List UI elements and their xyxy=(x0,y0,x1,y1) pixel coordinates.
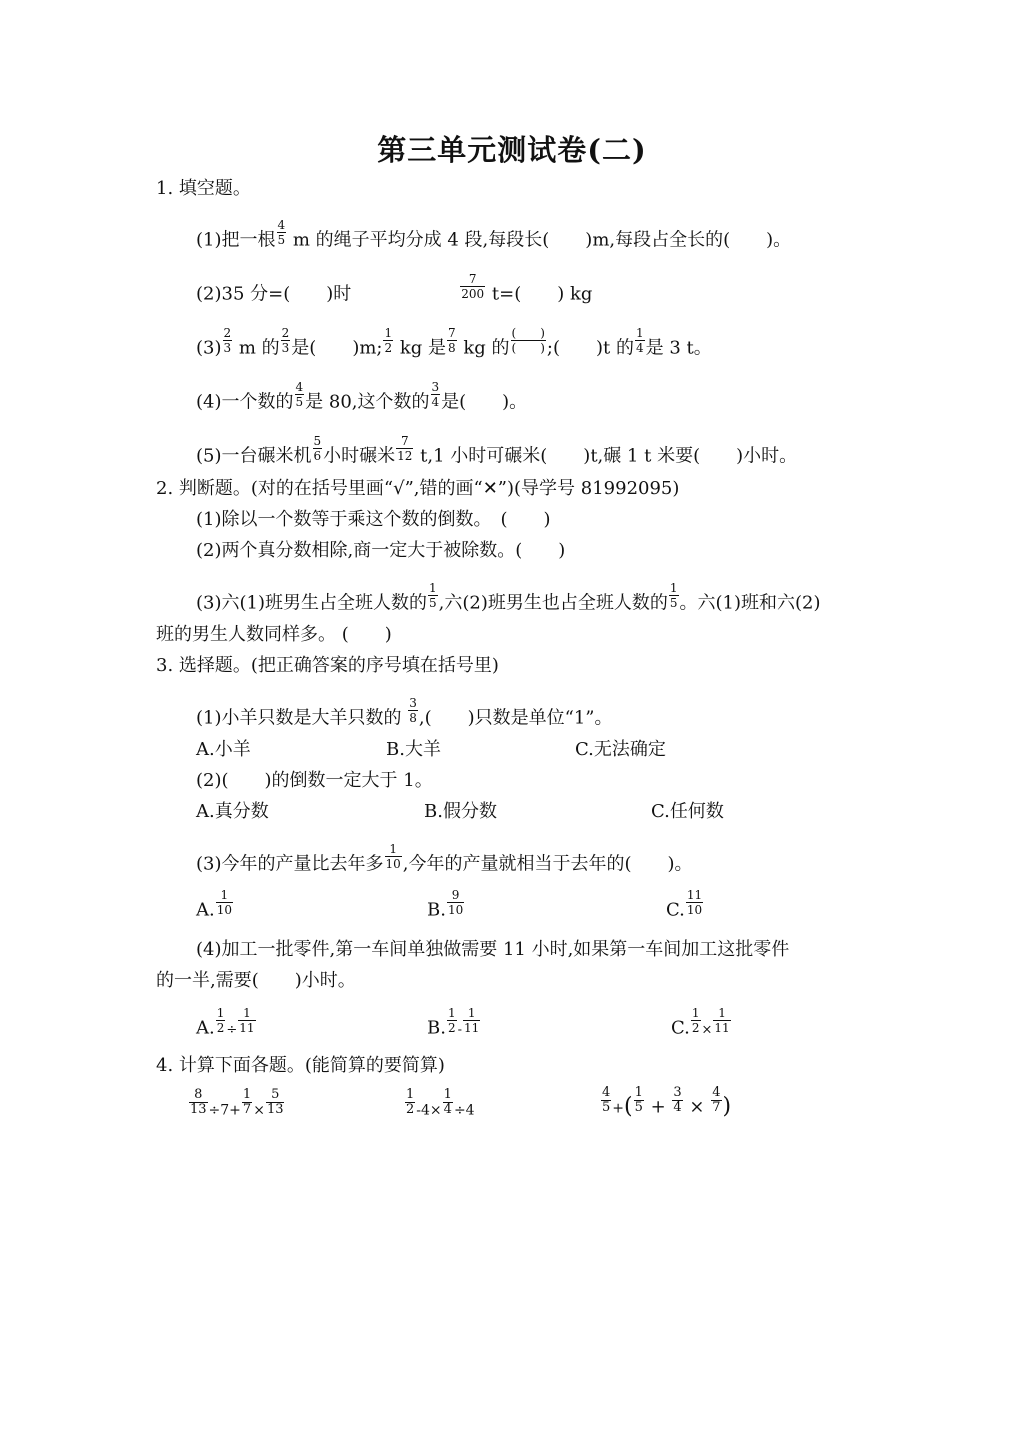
s3-q1-option-c: C.无法确定 xyxy=(575,739,666,760)
fraction: $\frac{4}{5}$ xyxy=(602,1085,611,1115)
s3-q4-option-a: A. $\frac{1}{2}$ ÷ $\frac{1}{11}$ xyxy=(196,1006,255,1039)
s3-q1-option-b: B.大羊 xyxy=(386,739,441,760)
right-paren: ) xyxy=(722,1093,732,1119)
text: t=( ) kg xyxy=(486,283,593,305)
s3-q4-option-c: C. $\frac{1}{2}$ × $\frac{1}{11}$ xyxy=(671,1006,730,1039)
section-3-heading: 3. 选择题。(把正确答案的序号填在括号里) xyxy=(156,655,499,676)
fraction: $\frac{1}{7}$ xyxy=(242,1087,252,1117)
s2-q2: (2)两个真分数相除,商一定大于被除数。( ) xyxy=(196,540,566,561)
left-paren: ( xyxy=(624,1093,633,1119)
s3-q4-option-b: B. $\frac{1}{2}$ - $\frac{1}{11}$ xyxy=(427,1006,480,1039)
s3-q2-option-c: C.任何数 xyxy=(651,801,724,822)
section-2-heading: 2. 判断题。(对的在括号里画“√”,错的画“✕”)(导学号 81992095) xyxy=(156,478,680,499)
s4-expression-1: $\frac{8}{13}$ ÷7+ $\frac{1}{7}$ × $\frac{5}{13}$ xyxy=(190,1087,284,1119)
s3-q2-option-b: B.假分数 xyxy=(424,801,497,822)
fraction: $\frac{1}{10}$ xyxy=(385,842,401,871)
s3-q3: (3)今年的产量比去年多 $\frac{1}{10}$ ,今年的产量就相当于去年的( )。 xyxy=(196,842,693,875)
s3-q2: (2)( )的倒数一定大于 1。 xyxy=(196,770,433,791)
text: (2)35 分=( )时 xyxy=(196,283,352,305)
s4-expression-3: $\frac{4}{5}$ +( $\frac{1}{5}$ + $\frac{3}{4}$ × $\frac{4}{7}$ ) xyxy=(602,1085,732,1119)
fraction: $\frac{8}{13}$ xyxy=(190,1087,207,1117)
fraction: $\frac{1}{11}$ xyxy=(464,1006,480,1035)
fraction: $\frac{1}{4}$ xyxy=(443,1087,452,1117)
fraction: $\frac{1}{2}$ xyxy=(216,1006,225,1035)
s1-q5: (5)一台碾米机 $\frac{5}{6}$ 小时碾米 $\frac{7}{12}$ t,1 小时可碾米( )t,碾 1 t 米要( )小时。 xyxy=(196,434,798,467)
s1-q4: (4)一个数的 $\frac{4}{5}$ 是 80,这个数的 $\frac{3}{4}$ 是( )。 xyxy=(196,380,528,413)
fraction: $\frac{3}{4}$ xyxy=(673,1085,682,1115)
s1-q2 xyxy=(196,272,593,309)
fraction: $\frac{11}{10}$ xyxy=(686,888,703,917)
s2-q1: (1)除以一个数等于乘这个数的倒数。 ( ) xyxy=(196,509,551,530)
fraction: $\frac{1}{2}$ xyxy=(384,326,393,355)
s3-q1-option-a: A.小羊 xyxy=(196,739,251,760)
fraction: $\frac{9}{10}$ xyxy=(447,888,464,917)
s1-q3: (3) $\frac{2}{3}$ m 的 $\frac{2}{3}$ 是( )m; $\frac{1}{2}$ kg 是 $\frac{7}{8}$ kg 的 $\frac{( )}{( )}$ ;( )t 的 $\frac{1}{4}$ 是 3 t。 xyxy=(196,326,712,359)
fraction: $\frac{1}{10}$ xyxy=(216,888,233,917)
fraction: $\frac{1}{5}$ xyxy=(669,581,678,610)
fraction: $\frac{1}{2}$ xyxy=(691,1006,700,1035)
section-1-heading: 1. 填空题。 xyxy=(156,178,251,199)
s2-q3-cont: 班的男生人数同样多。 ( ) xyxy=(156,624,392,645)
fraction: $\frac{1}{11}$ xyxy=(714,1006,730,1035)
text: (1)把一根 xyxy=(196,229,276,251)
s3-q3-option-b: B. $\frac{9}{10}$ xyxy=(427,888,464,921)
s3-q3-option-a: A. $\frac{1}{10}$ xyxy=(196,888,233,921)
fraction: $\frac{1}{2}$ xyxy=(406,1087,415,1117)
fraction: $\frac{1}{2}$ xyxy=(447,1006,456,1035)
s3-q4: (4)加工一批零件,第一车间单独做需要 11 小时,如果第一车间加工这批零件 xyxy=(196,939,790,960)
fraction: $\frac{7}{12}$ xyxy=(397,434,413,463)
fraction: $\frac{3}{4}$ xyxy=(431,380,440,409)
fraction: $\frac{2}{3}$ xyxy=(223,326,232,355)
blank-fraction: $\frac{( )}{( )}$ xyxy=(511,326,545,355)
page-title: 第三单元测试卷(二) xyxy=(377,133,647,167)
s3-q1: (1)小羊只数是大羊只数的 $\frac{3}{8}$ ,( )只数是单位“1”。 xyxy=(196,696,613,729)
fraction: $\frac{1}{11}$ xyxy=(239,1006,255,1035)
fraction: $\frac{2}{3}$ xyxy=(281,326,290,355)
fraction: $\frac{4}{5}$ xyxy=(295,380,304,409)
fraction: $\frac{5}{6}$ xyxy=(313,434,322,463)
s4-expression-2: $\frac{1}{2}$ -4× $\frac{1}{4}$ ÷4 xyxy=(406,1087,475,1119)
fraction: $\frac{4}{7}$ xyxy=(712,1085,721,1115)
s3-q4-cont: 的一半,需要( )小时。 xyxy=(156,970,356,991)
text: m 的绳子平均分成 4 段,每段长( )m,每段占全长的( )。 xyxy=(287,229,792,251)
s1-q1 xyxy=(196,218,792,255)
fraction: $\frac{7}{200}$ xyxy=(461,272,485,301)
fraction: $\frac{3}{8}$ xyxy=(409,696,417,725)
fraction: $\frac{1}{5}$ xyxy=(634,1085,643,1115)
s2-q3: (3)六(1)班男生占全班人数的 $\frac{1}{5}$ ,六(2)班男生也占全班人数的 $\frac{1}{5}$ 。六(1)班和六(2) xyxy=(196,581,821,614)
fraction: $\frac{1}{5}$ xyxy=(429,581,437,610)
fraction: $\frac{5}{13}$ xyxy=(266,1087,284,1117)
section-4-heading: 4. 计算下面各题。(能简算的要简算) xyxy=(156,1055,445,1076)
fraction: $\frac{4}{5}$ xyxy=(277,218,286,247)
fraction: $\frac{7}{8}$ xyxy=(448,326,456,355)
fraction: $\frac{1}{4}$ xyxy=(635,326,644,355)
s3-q2-option-a: A.真分数 xyxy=(196,801,269,822)
s3-q3-option-c: C. $\frac{11}{10}$ xyxy=(666,888,703,921)
